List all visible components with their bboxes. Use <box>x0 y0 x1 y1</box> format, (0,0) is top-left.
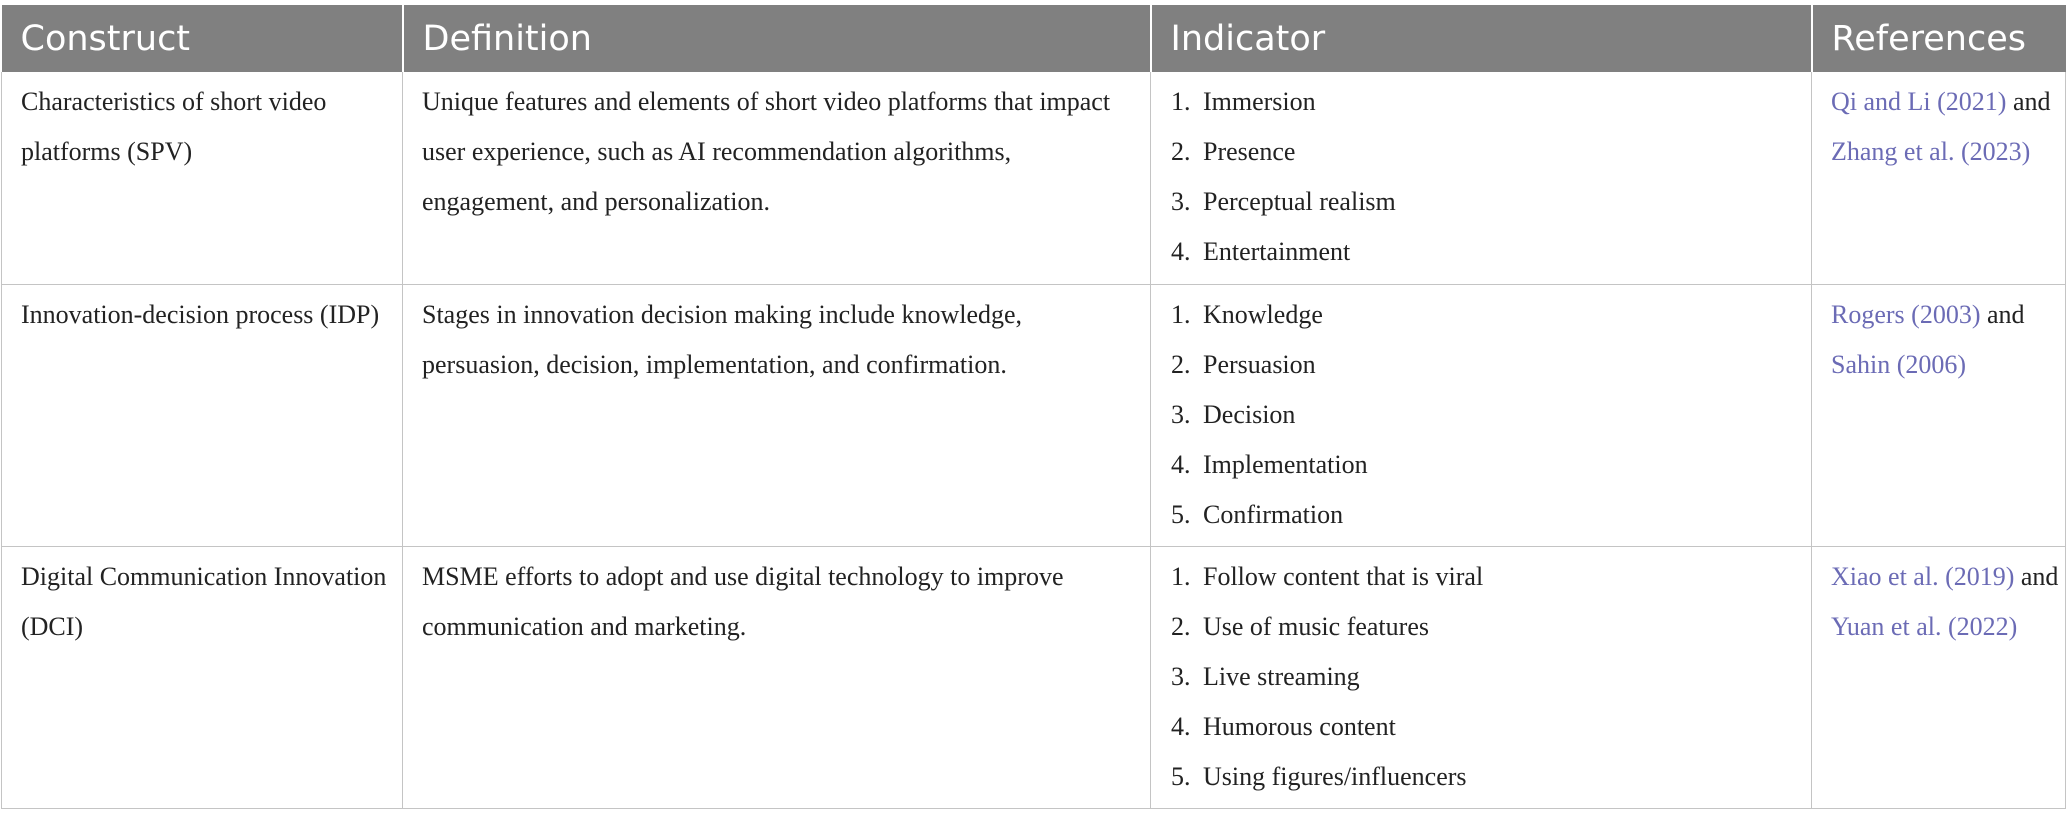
indicator-text: Knowledge <box>1203 299 1323 329</box>
indicator-number: 1. <box>1171 561 1191 591</box>
indicator-text: Persuasion <box>1203 349 1316 379</box>
indicator-text: Using figures/influencers <box>1203 761 1467 791</box>
indicator-cell <box>1151 284 1812 546</box>
indicator-item <box>1171 177 1799 227</box>
table-row <box>2 546 2066 808</box>
indicator-number: 4. <box>1171 711 1191 741</box>
indicator-item <box>1171 77 1799 127</box>
definition-cell: Stages in innovation decision making include knowledge, persuasion, decision, implementation, and confirmation. <box>403 284 1151 546</box>
constructs-table <box>1 5 2066 809</box>
reference-joiner: and <box>2014 561 2059 591</box>
references-cell <box>1812 72 2066 284</box>
indicator-item <box>1171 752 1799 802</box>
indicator-number: 1. <box>1171 299 1191 329</box>
indicator-text: Immersion <box>1203 87 1316 116</box>
indicator-text: Humorous content <box>1203 711 1396 741</box>
reference-link[interactable]: Rogers (2003) <box>1831 299 1981 329</box>
indicator-text: Decision <box>1203 399 1296 429</box>
construct-cell: Digital Communication Innovation (DCI) <box>2 546 403 808</box>
indicator-text: Entertainment <box>1203 237 1351 266</box>
indicator-item <box>1171 552 1799 602</box>
indicator-number: 4. <box>1171 237 1191 266</box>
indicator-text: Perceptual realism <box>1203 187 1396 216</box>
references-cell <box>1812 546 2066 808</box>
header-indicator: Indicator <box>1151 5 1812 72</box>
indicator-number: 3. <box>1171 399 1191 429</box>
indicator-text: Follow content that is viral <box>1203 561 1484 591</box>
indicator-list <box>1171 552 1799 802</box>
indicator-text: Live streaming <box>1203 661 1360 691</box>
indicator-number: 2. <box>1171 137 1191 166</box>
construct-cell: Characteristics of short video platforms (SPV) <box>2 72 403 284</box>
reference-joiner: and <box>2006 87 2051 116</box>
reference-link[interactable]: Qi and Li (2021) <box>1831 87 2007 116</box>
indicator-item <box>1171 490 1799 540</box>
indicator-list <box>1171 290 1799 540</box>
header-definition: Definition <box>403 5 1151 72</box>
indicator-number: 5. <box>1171 499 1191 529</box>
indicator-text: Implementation <box>1203 449 1368 479</box>
reference-link[interactable]: Zhang et al. (2023) <box>1831 137 2031 166</box>
indicator-item <box>1171 340 1799 390</box>
indicator-number: 2. <box>1171 349 1191 379</box>
indicator-text: Use of music features <box>1203 611 1429 641</box>
references-cell <box>1812 284 2066 546</box>
indicator-number: 3. <box>1171 187 1191 216</box>
reference-link[interactable]: Yuan et al. (2022) <box>1831 611 2018 641</box>
table-row <box>2 72 2066 284</box>
indicator-item <box>1171 290 1799 340</box>
indicator-number: 5. <box>1171 761 1191 791</box>
indicator-item <box>1171 652 1799 702</box>
indicator-item <box>1171 602 1799 652</box>
definition-cell: Unique features and elements of short video platforms that impact user experience, such as AI recommendation algorithms, engagement, and personalization. <box>403 72 1151 284</box>
indicator-number: 3. <box>1171 661 1191 691</box>
header-references: References <box>1812 5 2066 72</box>
reference-link[interactable]: Sahin (2006) <box>1831 349 1967 379</box>
construct-cell: Innovation-decision process (IDP) <box>2 284 403 546</box>
indicator-list <box>1171 77 1799 277</box>
indicator-number: 4. <box>1171 449 1191 479</box>
indicator-cell <box>1151 546 1812 808</box>
table-row <box>2 284 2066 546</box>
reference-joiner: and <box>1980 299 2025 329</box>
indicator-cell <box>1151 72 1812 284</box>
indicator-text: Presence <box>1203 137 1296 166</box>
indicator-text: Confirmation <box>1203 499 1344 529</box>
indicator-item <box>1171 440 1799 490</box>
indicator-number: 2. <box>1171 611 1191 641</box>
indicator-number: 1. <box>1171 87 1191 116</box>
indicator-item <box>1171 127 1799 177</box>
table-header-row <box>2 5 2066 72</box>
indicator-item <box>1171 227 1799 277</box>
definition-cell: MSME efforts to adopt and use digital technology to improve communication and marketing. <box>403 546 1151 808</box>
indicator-item <box>1171 702 1799 752</box>
indicator-item <box>1171 390 1799 440</box>
header-construct: Construct <box>2 5 403 72</box>
reference-link[interactable]: Xiao et al. (2019) <box>1831 561 2015 591</box>
